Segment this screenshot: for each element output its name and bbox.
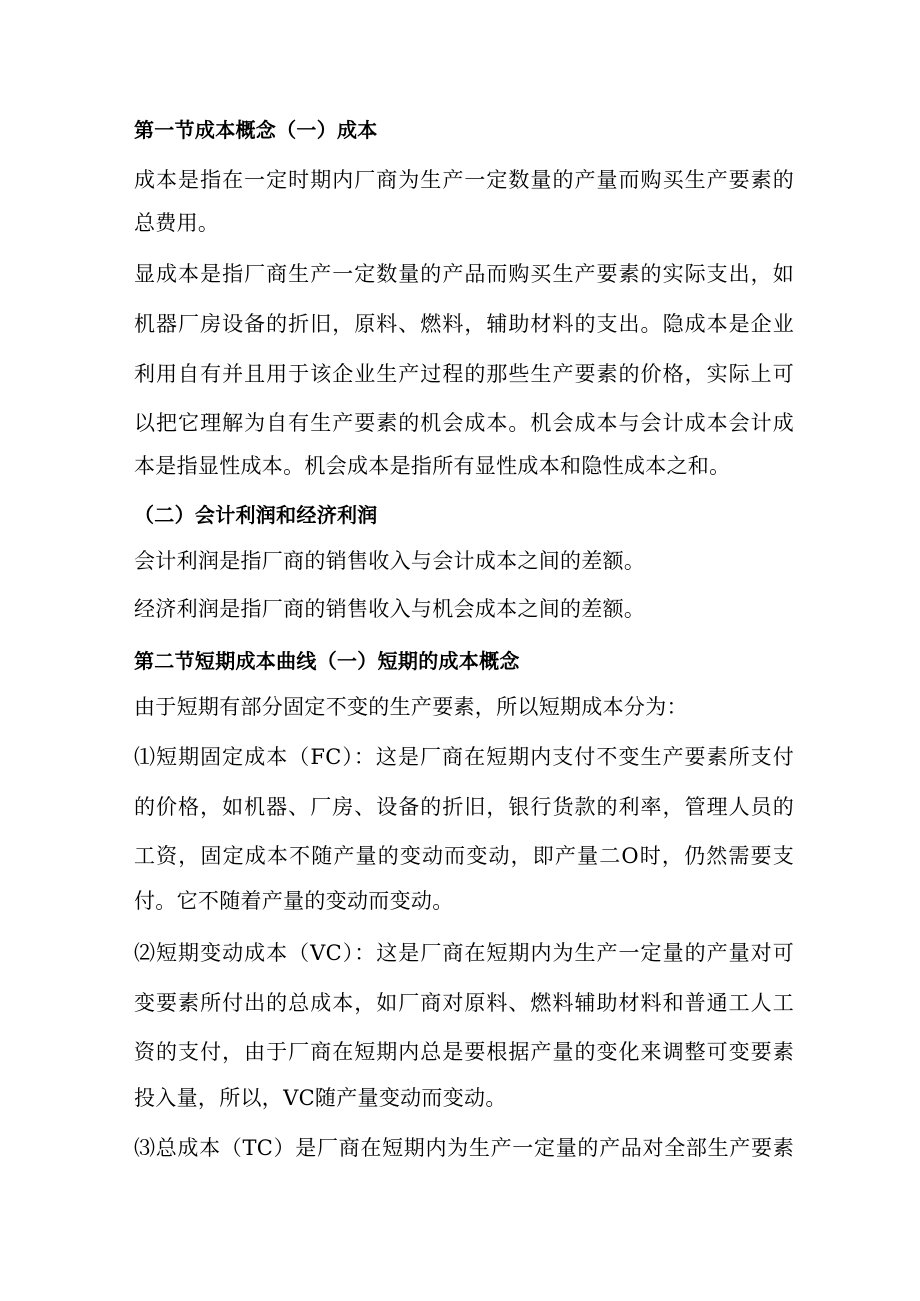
paragraph-line: 以把它理解为自有生产要素的机会成本。机会成本与会计成本会计成 <box>134 411 794 435</box>
paragraph-line: 本是指显性成本。机会成本是指所有显性成本和隐性成本之和。 <box>134 454 731 478</box>
paragraph-line: 变要素所付出的总成本，如厂商对原料、燃料辅助材料和普通工人工 <box>134 991 794 1015</box>
paragraph-line: ⑶总成本（TC）是厂商在短期内为生产一定量的产品对全部生产要素 <box>134 1136 794 1160</box>
paragraph-line: 的价格，如机器、厂房、设备的折旧，银行货款的利率，管理人员的 <box>134 795 794 819</box>
paragraph-line: 会计利润是指厂商的销售收入与会计成本之间的差额。 <box>134 549 646 573</box>
paragraph-line: 工资，固定成本不随产量的变动而变动，即产量二O时，仍然需要支 <box>134 844 794 868</box>
section-heading-1: 第一节成本概念（一）成本 <box>134 118 378 142</box>
paragraph-line: ⑴短期固定成本（FC）：这是厂商在短期内支付不变生产要素所支付 <box>134 745 794 769</box>
paragraph-line: 成本是指在一定时期内厂商为生产一定数量的产量而购买生产要素的 <box>134 168 794 192</box>
paragraph-line: 经济利润是指厂商的销售收入与机会成本之间的差额。 <box>134 597 646 621</box>
paragraph-line: ⑵短期变动成本（VC）：这是厂商在短期内为生产一定量的产量对可 <box>134 941 794 965</box>
paragraph-line: 付。它不随着产量的变动而变动。 <box>134 889 454 913</box>
paragraph-line: 机器厂房设备的折旧，原料、燃料，辅助材料的支出。隐成本是企业 <box>134 312 794 336</box>
paragraph-line: 由于短期有部分固定不变的生产要素，所以短期成本分为： <box>134 695 688 719</box>
paragraph-line: 利用自有并且用于该企业生产过程的那些生产要素的价格，实际上可 <box>134 362 794 386</box>
subsection-heading: （二）会计利润和经济利润 <box>134 503 378 527</box>
paragraph-line: 总费用。 <box>134 211 220 235</box>
paragraph-line: 投入量，所以，VC随产量变动而变动。 <box>134 1086 507 1110</box>
paragraph-line: 资的支付，由于厂商在短期内总是要根据产量的变化来调整可变要素 <box>134 1040 794 1064</box>
paragraph-line: 显成本是指厂商生产一定数量的产品而购买生产要素的实际支出，如 <box>134 262 794 286</box>
section-heading-2: 第二节短期成本曲线（一）短期的成本概念 <box>134 649 520 673</box>
